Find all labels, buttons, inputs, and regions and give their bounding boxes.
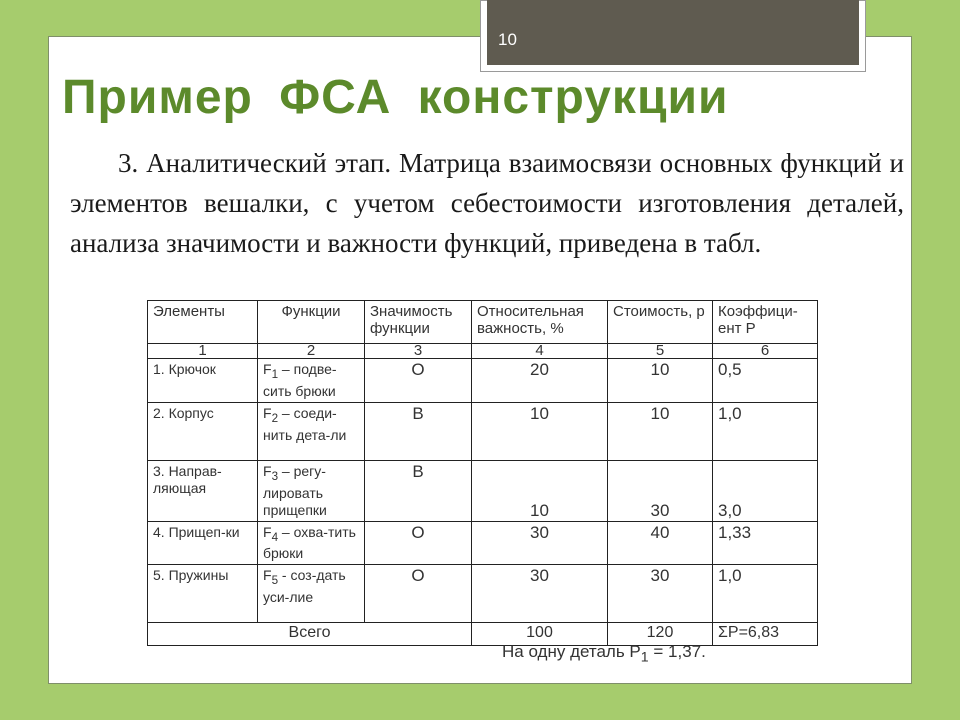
importance-cell: 30: [472, 521, 608, 565]
body-paragraph: 3. Аналитический этап. Матрица взаимосвязи основных функций и элементов вешалки, с учетом себестоимости изготовления деталей, анализа значимости и важности функций, приведена в табл.: [70, 148, 904, 258]
fsa-table: [147, 300, 818, 646]
index-cell: 1: [148, 344, 258, 359]
coefficient-cell: 1,0: [713, 402, 818, 460]
table-header-row: [148, 301, 818, 344]
index-cell: 6: [713, 344, 818, 359]
element-cell: 2. Корпус: [148, 402, 258, 460]
index-cell: 5: [608, 344, 713, 359]
element-cell: 4. Прищеп-ки: [148, 521, 258, 565]
cost-cell: 10: [608, 359, 713, 403]
table-row: [148, 402, 818, 460]
cost-cell: 30: [608, 565, 713, 623]
slide-number-panel: [487, 0, 859, 65]
slide-title: Пример ФСА конструкции: [62, 71, 729, 124]
element-cell: 3. Направ-ляющая: [148, 460, 258, 521]
coefficient-cell: 1,33: [713, 521, 818, 565]
significance-cell: В: [365, 402, 472, 460]
table-total-row: [148, 623, 818, 646]
slide-number: 10: [498, 30, 517, 49]
total-importance: 100: [472, 623, 608, 646]
function-cell: $F_1$ – подве-сить брюки: [258, 359, 365, 403]
header-elements: Элементы: [148, 301, 258, 344]
importance-cell: 30: [472, 565, 608, 623]
total-label: Всего: [148, 623, 472, 646]
header-cost: Стоимость, р: [608, 301, 713, 344]
table-index-row: [148, 344, 818, 359]
total-coefficient: ΣР=6,83: [713, 623, 818, 646]
table-row: [148, 460, 818, 521]
table-row: [148, 521, 818, 565]
significance-cell: О: [365, 565, 472, 623]
table-row: [148, 565, 818, 623]
coefficient-cell: 0,5: [713, 359, 818, 403]
cost-cell: 30: [608, 460, 713, 521]
function-cell: $F_5$ - соз-дать уси-лие: [258, 565, 365, 623]
header-coefficient: Коэффици-ент Р: [713, 301, 818, 344]
total-cost: 120: [608, 623, 713, 646]
function-cell: $F_4$ – охва-тить брюки: [258, 521, 365, 565]
index-cell: 2: [258, 344, 365, 359]
table-row: [148, 359, 818, 403]
significance-cell: О: [365, 359, 472, 403]
header-functions: Функции: [258, 301, 365, 344]
coefficient-cell: 1,0: [713, 565, 818, 623]
importance-cell: 10: [472, 460, 608, 521]
cost-cell: 40: [608, 521, 713, 565]
significance-cell: В: [365, 460, 472, 521]
header-significance: Значимость функции: [365, 301, 472, 344]
function-cell: $F_2$ – соеди-нить дета-ли: [258, 402, 365, 460]
importance-cell: 20: [472, 359, 608, 403]
importance-cell: 10: [472, 402, 608, 460]
element-cell: 5. Пружины: [148, 565, 258, 623]
function-cell: $F_3$ – регу-лировать прищепки: [258, 460, 365, 521]
per-detail-note: На одну деталь $Р_1 = 1,37$.: [502, 642, 706, 666]
element-cell: 1. Крючок: [148, 359, 258, 403]
index-cell: 3: [365, 344, 472, 359]
coefficient-cell: 3,0: [713, 460, 818, 521]
index-cell: 4: [472, 344, 608, 359]
significance-cell: О: [365, 521, 472, 565]
header-importance: Относительная важность, %: [472, 301, 608, 344]
cost-cell: 10: [608, 402, 713, 460]
